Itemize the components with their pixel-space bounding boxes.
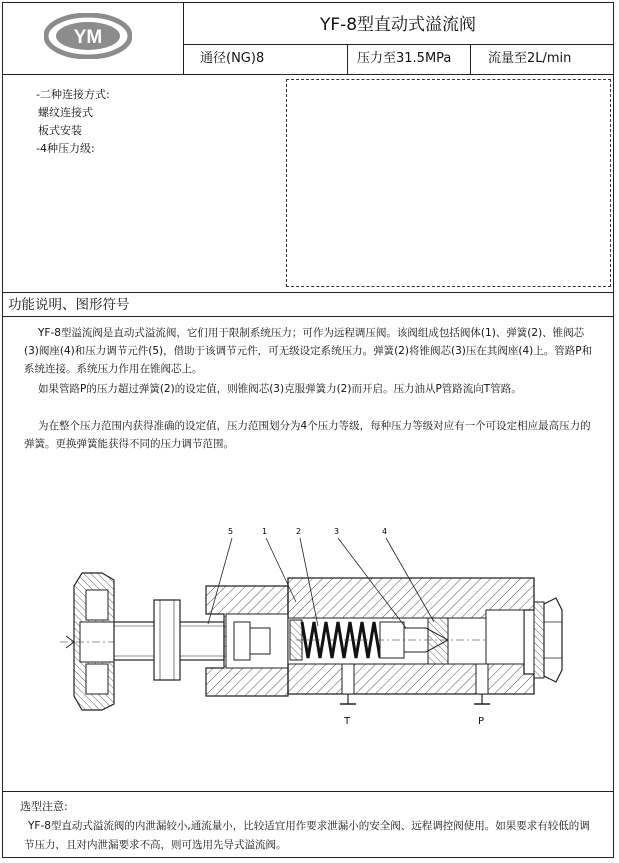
callout-label: 4 [382,527,388,536]
logo-text: YM [73,27,103,48]
section-title: 功能说明、图形符号 [8,297,130,313]
page-title: YF-8型直动式溢流阀 [319,15,477,35]
end-plug [534,598,562,682]
port-t-label: T [344,716,351,727]
hydraulic-symbol-box [286,79,611,287]
description-text: 为在整个压力范围内获得准确的设定值，压力范围划分为4个压力等级，每种压力等级对应有一个可设定相应最高压力的弹簧。更换弹簧能获得不同的压力调节范围。 [24,420,591,450]
notes-text: YF-8型直动式溢流阀的内泄漏较小,通流量小，比较适宜用作要求泄漏小的安全阀、远程调控阀使用。如果要求有较低的调节压力，且对内泄漏要求不高，则可选用先导式溢流阀。 [24,820,590,851]
callout-label: 1 [262,527,268,536]
description-text: 如果管路P的压力超过弹簧(2)的设定值，则锥阀芯(3)克服弹簧力(2)而开启。压力油从P管路流向T管路。 [38,383,522,395]
callout-label: 3 [334,527,340,536]
callout-label: 5 [228,527,234,536]
title-divider [183,44,614,45]
port-p-label: P [478,716,485,727]
spec-bore: 通径(NG)8 [200,51,265,66]
feature-list [36,86,110,158]
spec-flow: 流量至2L/min [488,51,572,66]
description-paragraph [24,380,594,398]
spec-divider-1 [347,44,348,74]
feature-item: -4种压力级: [36,142,95,155]
valve-section-drawing [56,518,576,738]
description-text: YF-8型溢流阀是直动式溢流阀，它们用于限制系统压力；可作为远程调压阀。该阀组成包括阀体(1)、弹簧(2)、锥阀芯(3)阀座(4)和压力调节元件(5)，借助于该调节元件，可无级设定系统压力。弹簧(2)将锥阀芯(3)压在其阀座(4)上。管路P和系统连接。系统压力作用在锥阀芯上。 [24,327,593,375]
header-bottom-line [2,74,614,75]
callout-label: 2 [296,527,302,536]
notes-paragraph [24,817,594,855]
section-bottom-line [2,316,614,317]
notes-title: 选型注意: [20,800,68,813]
notes-top-line [2,791,614,792]
spec-divider-2 [470,44,471,74]
feature-item: 螺纹连接式 [38,106,93,119]
ym-logo [44,13,132,59]
feature-item: 板式安装 [38,124,82,137]
spec-pressure: 压力至31.5MPa [357,51,452,66]
section-top-line [2,292,614,293]
description-paragraph [24,324,594,378]
description-paragraph [24,417,594,453]
feature-item: -二种连接方式: [36,88,110,101]
port-lines [340,694,490,704]
